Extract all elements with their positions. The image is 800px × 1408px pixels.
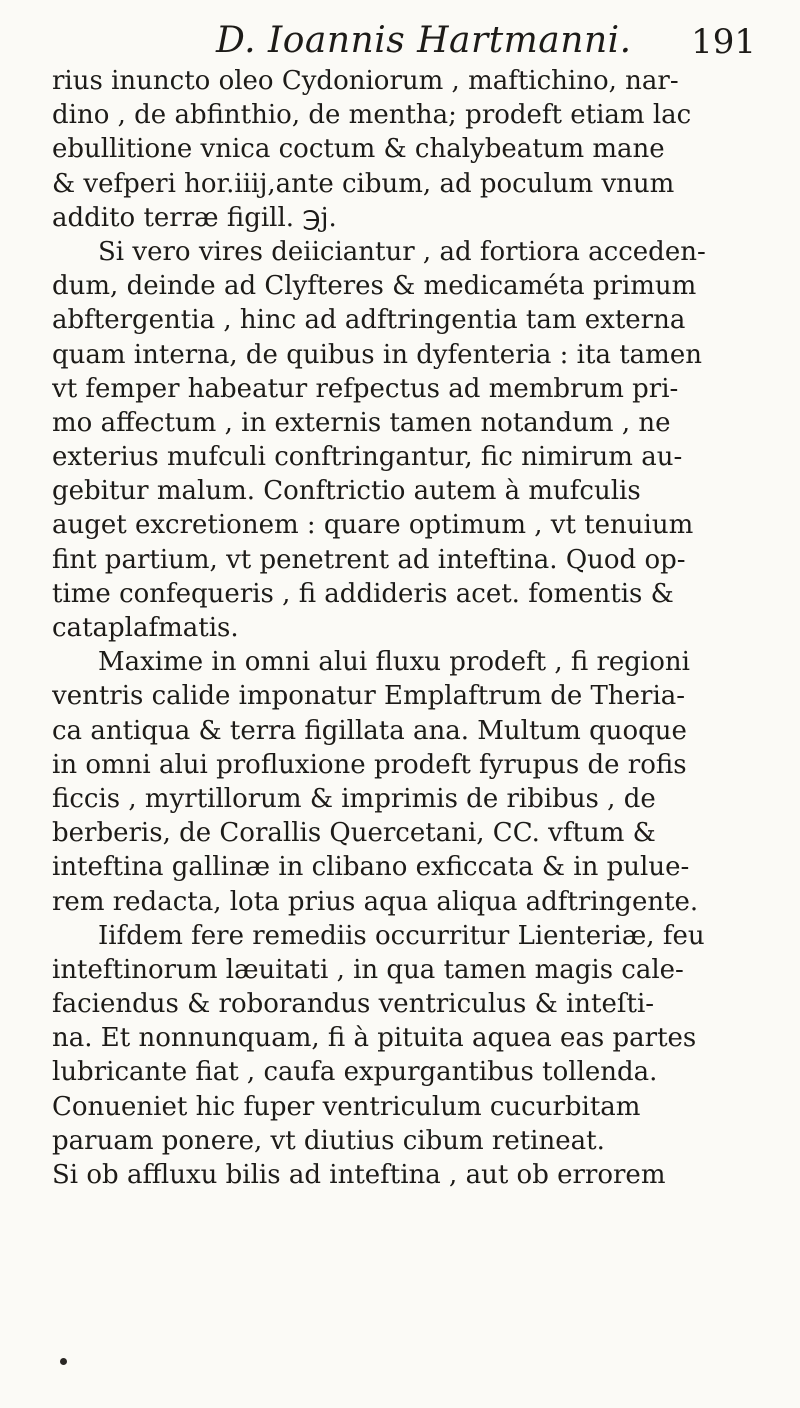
running-title: D. Ioannis Hartmanni. (216, 20, 632, 61)
paragraph-start-line: Si vero vires deiiciantur , ad fortiora acceden- (98, 236, 706, 267)
text-line: paruam ponere, vt diutius cibum retineat. (52, 1125, 605, 1156)
page-number: 191 (691, 22, 756, 62)
text-line: dino , de abfinthio, de mentha; prodeft etiam lac (52, 100, 692, 131)
text-line: fint partium, vt penetrent ad inteftina. Quod op- (52, 544, 686, 575)
text-line: in omni alui profluxione prodeft fyrupus de rofis (52, 749, 687, 780)
text-line: mo affectum , in externis tamen notandum , ne (52, 407, 671, 438)
text-line: gebitur malum. Conftrictio autem à mufculis (52, 476, 641, 507)
text-line: berberis, de Corallis Quercetani, CC. vftum & (52, 818, 656, 849)
text-line: lubricante fiat , caufa expurgantibus tollenda. (52, 1057, 658, 1088)
text-line: ca antiqua & terra figillata ana. Multum quoque (52, 715, 687, 746)
paragraph-start-line: Iifdem fere remediis occurritur Lienteriæ, feu (98, 920, 705, 951)
running-head (216, 14, 756, 62)
text-line: inteftinorum læuitati , in qua tamen magis cale- (52, 954, 684, 985)
text-line: & vefperi hor.iiij,ante cibum, ad poculum vnum (52, 168, 675, 199)
text-line: abftergentia , hinc ad adftringentia tam externa (52, 305, 686, 336)
text-line: exterius mufculi conftringantur, fic nimirum au- (52, 442, 683, 473)
text-line: auget excretionem : quare optimum , vt tenuium (52, 510, 694, 541)
text-line: Si ob affluxu bilis ad inteftina , aut ob errorem (52, 1160, 666, 1190)
text-line: Conueniet hic fuper ventriculum cucurbitam (52, 1091, 641, 1122)
ink-dot (60, 1358, 67, 1365)
text-line: rius inuncto oleo Cydoniorum , maftichino, nar- (52, 66, 679, 96)
text-line: time confequeris , fi addideris acet. fomentis & (52, 578, 674, 609)
paragraph-start-line: Maxime in omni alui fluxu prodeft , fi regioni (98, 647, 690, 678)
text-line: faciendus & roborandus ventriculus & inteſti- (52, 989, 655, 1020)
text-line: rem redacta, lota prius aqua aliqua adftringente. (52, 886, 699, 917)
text-line: ventris calide imponatur Emplaftrum de Theria- (52, 681, 686, 712)
text-line: vt femper habeatur refpectus ad membrum pri- (52, 373, 679, 404)
body-text (52, 64, 764, 1192)
text-line: ficcis , myrtillorum & imprimis de ribibus , de (52, 783, 656, 814)
text-line: inteftina gallinæ in clibano exficcata & in pulue- (52, 852, 690, 883)
text-line: na. Et nonnunquam, fi à pituita aquea eas partes (52, 1023, 697, 1054)
text-line: ebullitione vnica coctum & chalybeatum mane (52, 134, 665, 165)
text-line: quam interna, de quibus in dyfenteria : ita tamen (52, 339, 702, 370)
text-line: dum, deinde ad Clyfteres & medicaméta primum (52, 271, 697, 302)
text-line: addito terræ figill. ℈j. (52, 202, 337, 233)
text-line: cataplafmatis. (52, 613, 239, 643)
